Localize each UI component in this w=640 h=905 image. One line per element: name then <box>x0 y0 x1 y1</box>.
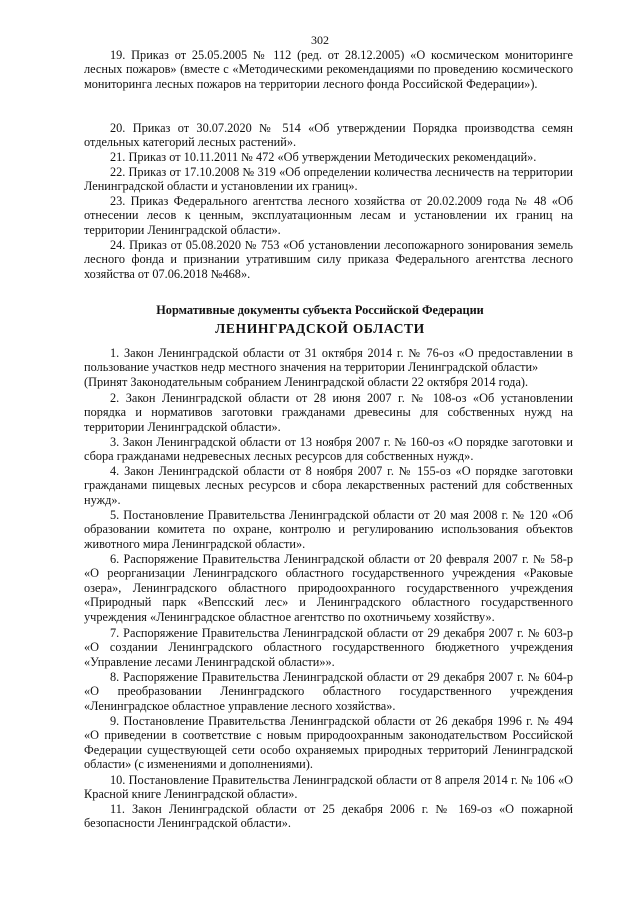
regional-item-11: 11. Закон Ленинградской области от 25 декабря 2006 г. № 169-оз «О пожарной безопасности Ленинградской области». <box>84 802 573 831</box>
regional-item-1-note: (Принят Законодательным собранием Ленинградской области 22 октября 2014 года). <box>84 375 529 389</box>
section-subtitle: Нормативные документы субъекта Российской Федерации <box>156 303 484 317</box>
regional-item-7: 7. Распоряжение Правительства Ленинградской области от 29 декабря 2007 г. № 603-р «О создании Ленинградского областного государственного бюджетного учреждения «Управление лесами Ленинградской области»». <box>84 626 573 669</box>
page-number: 302 <box>311 33 329 47</box>
regional-item-1: 1. Закон Ленинградской области от 31 октября 2014 г. № 76-оз «О предоставлении в пользование участков недр местного значения на территории Ленинградской области» <box>84 346 573 375</box>
regional-item-3: 3. Закон Ленинградской области от 13 ноября 2007 г. № 160-оз «О порядке заготовки и сбора гражданами недревесных лесных ресурсов для собственных нужд». <box>84 435 573 464</box>
federal-item-19: 19. Приказ от 25.05.2005 № 112 (ред. от 28.12.2005) «О космическом мониторинге лесных пожаров» (вместе с «Методическими рекомендациями по проведению космического мониторинга лесных пожаров на территории лесного фонда Российской Федерации»). <box>84 48 573 91</box>
regional-item-10: 10. Постановление Правительства Ленинградской области от 8 апреля 2014 г. № 106 «О Красной книге Ленинградской области». <box>84 773 573 802</box>
regional-item-9: 9. Постановление Правительства Ленинградской области от 26 декабря 1996 г. № 494 «О приведении в соответствие с новым природоохранным законодательством Российской Федерации существующей сети особо охраняемых природных территорий Ленинградской области» (с изменениями и дополнениями). <box>84 714 573 772</box>
regional-item-5: 5. Постановление Правительства Ленинградской области от 20 мая 2008 г. № 120 «Об образовании комитета по охране, контролю и регулированию использования объектов животного мира Ленинградской области». <box>84 508 573 551</box>
federal-item-24: 24. Приказ от 05.08.2020 № 753 «Об установлении лесопожарного зонирования земель лесного фонда и признании утратившим силу приказа Федерального агентства лесного хозяйства от 07.06.2018 №468». <box>84 238 573 281</box>
regional-item-8: 8. Распоряжение Правительства Ленинградской области от 29 декабря 2007 г. № 604-р «О преобразовании Ленинградского областного государственного учреждения «Ленинградское областное управление лесного хозяйства». <box>84 670 573 713</box>
section-title: ЛЕНИНГРАДСКОЙ ОБЛАСТИ <box>215 321 425 336</box>
federal-item-21: 21. Приказ от 10.11.2011 № 472 «Об утверждении Методических рекомендаций». <box>110 150 537 164</box>
regional-item-2: 2. Закон Ленинградской области от 28 июня 2007 г. № 108-оз «Об установлении порядка и нормативов заготовки гражданами древесины для собственных нужд на территории Ленинградской области». <box>84 391 573 434</box>
federal-item-23: 23. Приказ Федерального агентства лесного хозяйства от 20.02.2009 года № 48 «Об отнесении лесов к ценным, эксплуатационным лесам и установлении их границ на территории Ленинградской области». <box>84 194 573 237</box>
regional-item-6: 6. Распоряжение Правительства Ленинградской области от 20 февраля 2007 г. № 58-р «О реорганизации Ленинградского областного государственного учреждения «Раковые озера», Ленинградского областного природоохранного государственного учреждения «Природный парк «Вепсский лес» и Ленинградского областного государственного учреждения «Ленинградское областное агентство по охотничьему хозяйству». <box>84 552 573 624</box>
federal-item-20: 20. Приказ от 30.07.2020 № 514 «Об утверждении Порядка производства семян отдельных категорий лесных растений». <box>84 121 573 150</box>
federal-item-22: 22. Приказ от 17.10.2008 № 319 «Об определении количества лесничеств на территории Ленинградской области и установлении их границ». <box>84 165 573 194</box>
regional-item-4: 4. Закон Ленинградской области от 8 ноября 2007 г. № 155-оз «О порядке заготовки гражданами пищевых лесных ресурсов и сбора лекарственных растений для собственных нужд». <box>84 464 573 507</box>
